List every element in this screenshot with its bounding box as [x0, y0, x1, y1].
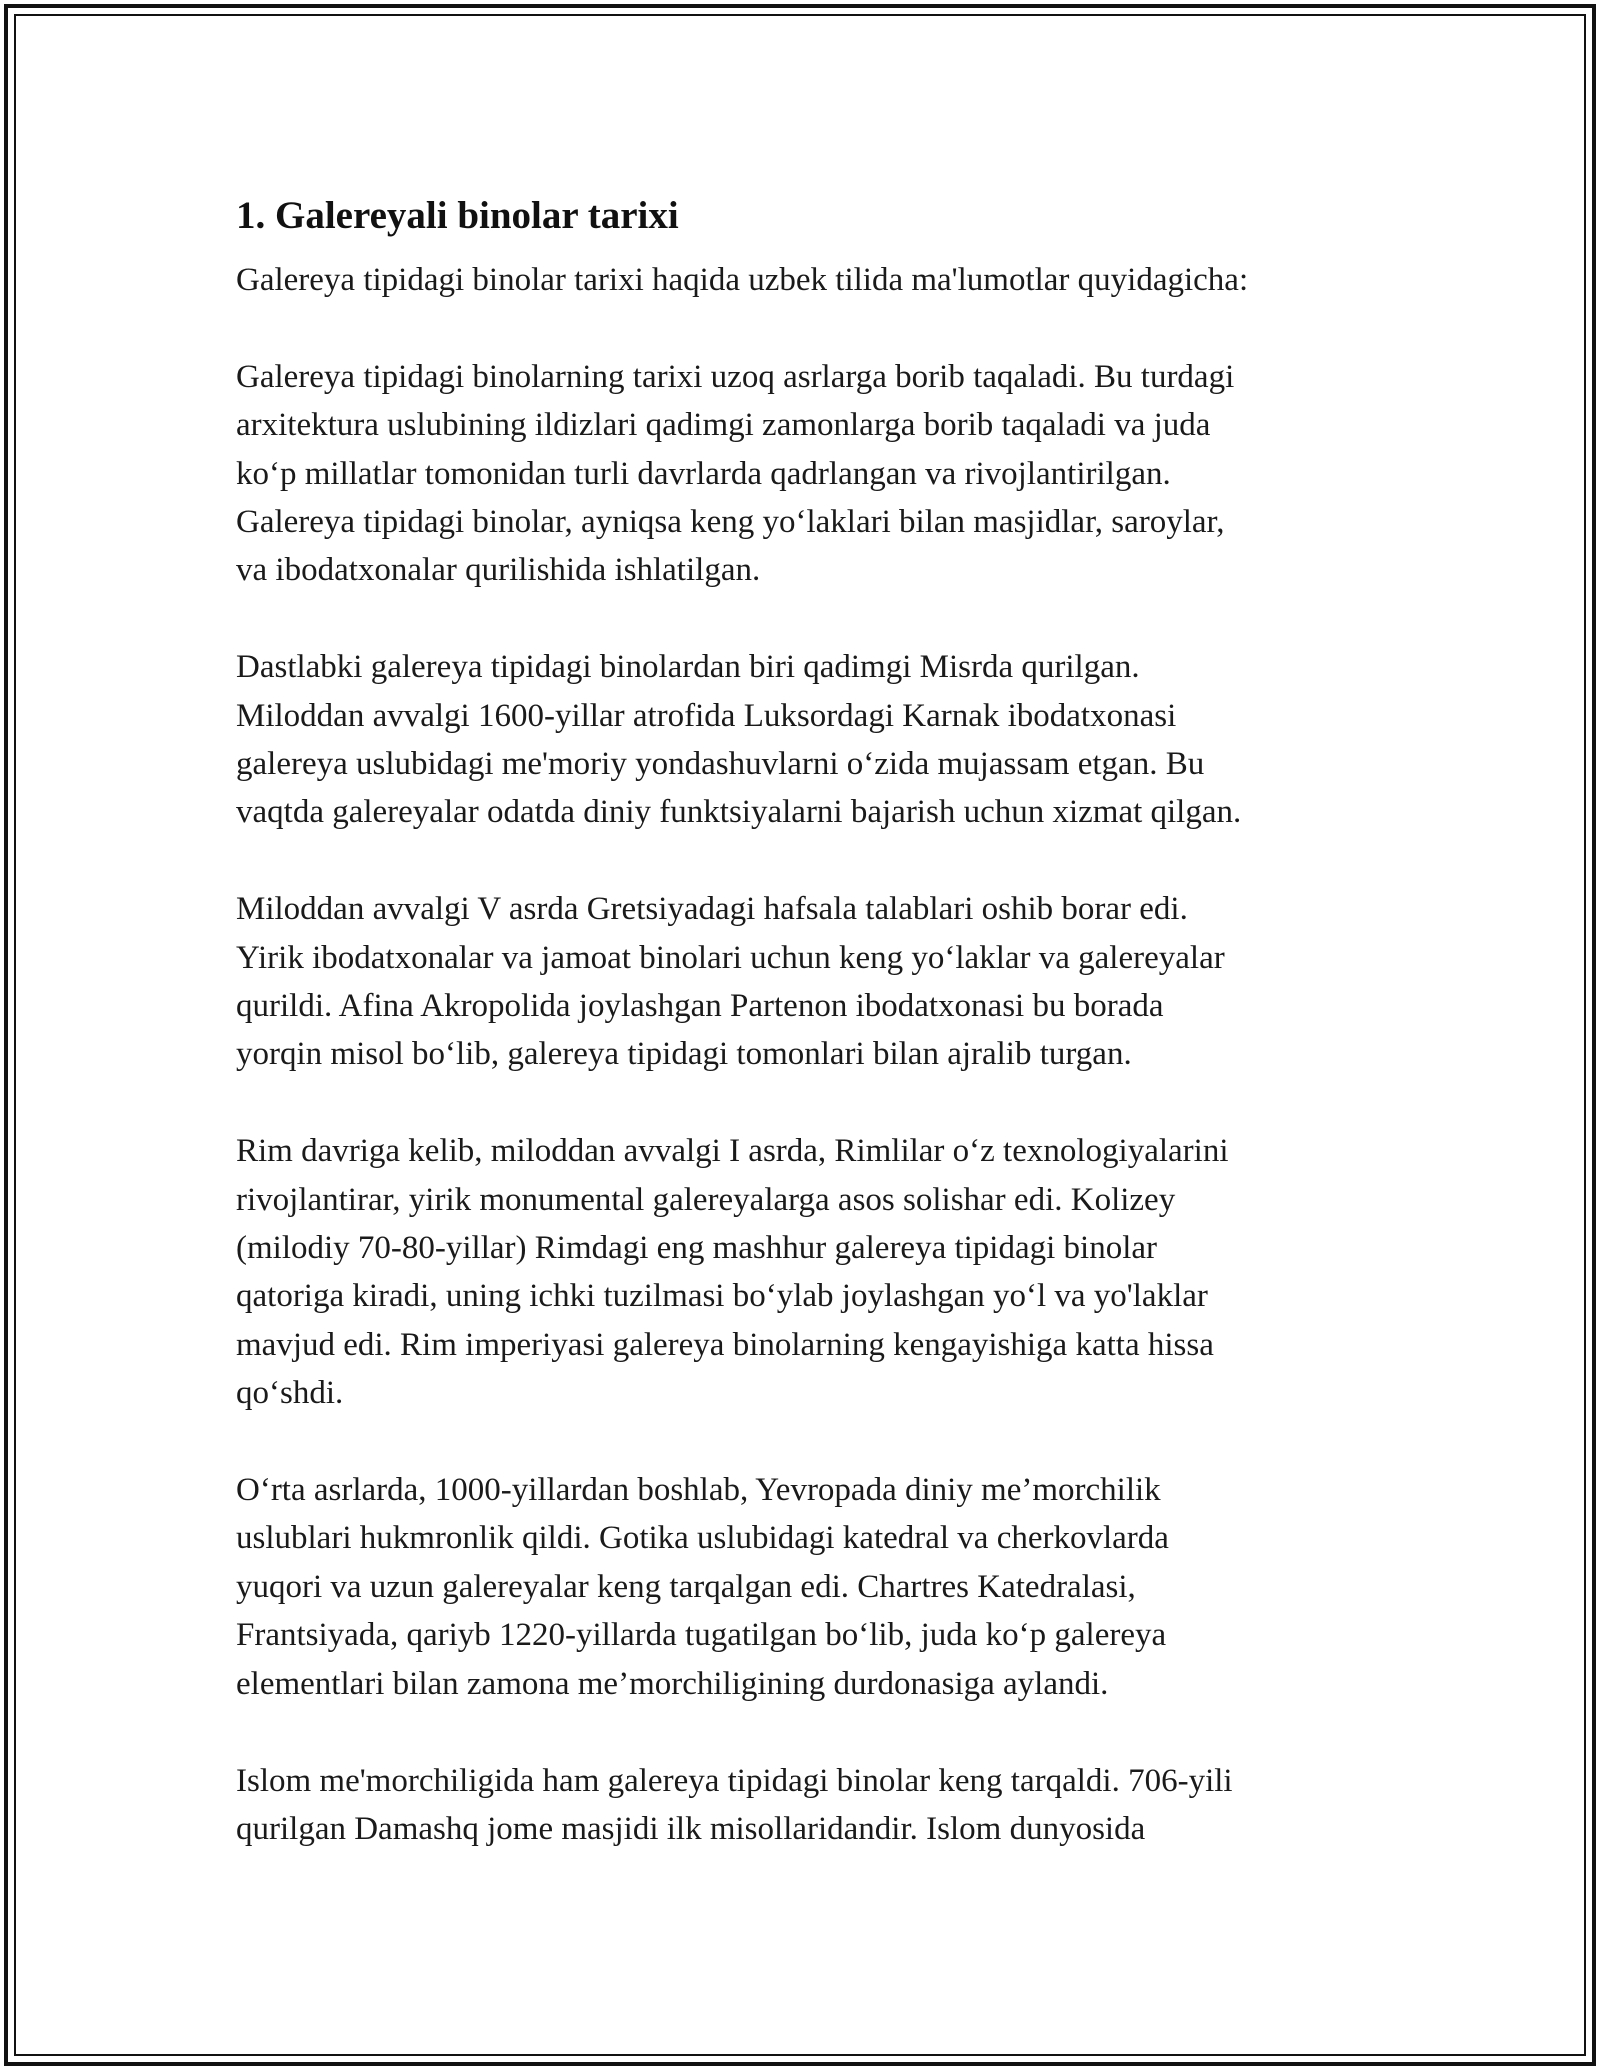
- paragraph-overview: Galereya tipidagi binolarning tarixi uzoq asrlarga borib taqaladi. Bu turdagi arxitektura uslubining ildizlari qadimgi zamonlarga borib taqaladi va juda ko‘p millatlar tomonidan turli davrlarda qadrlangan va rivojlantirilgan. Galereya tipidagi binolar, ayniqsa keng yo‘laklari bilan masjidlar, saroylar, va ibodatxonalar qurilishida ishlatilgan.: [236, 358, 1235, 589]
- paragraph-intro: Galereya tipidagi binolar tarixi haqida uzbek tilida ma'lumotlar quyidagicha:: [236, 262, 1249, 298]
- section-heading: 1. Galereyali binolar tarixi: [236, 194, 679, 237]
- paragraph-rome: Rim davriga kelib, miloddan avvalgi I asrda, Rimlilar o‘z texnologiyalarini rivojlantirar, yirik monumental galereyalarga asos solishar edi. Kolizey (milodiy 70-80-yillar) Rimdagi eng mashhur galereya tipidagi binolar qatoriga kiradi, uning ichki tuzilmasi bo‘ylab joylashgan yo‘l va yo'laklar mavjud edi. Rim imperiyasi galereya binolarning kengayishiga katta hissa qo‘shdi.: [236, 1133, 1229, 1412]
- paragraph-middle-ages: O‘rta asrlarda, 1000-yillardan boshlab, Yevropada diniy me’morchilik uslublari hukmronlik qildi. Gotika uslubidagi katedral va cherkovlarda yuqori va uzun galereyalar keng tarqalgan edi. Chartres Katedralasi, Frantsiyada, qariyb 1220-yillarda tugatilgan bo‘lib, juda ko‘p galereya elementlari bilan zamona me’morchiligining durdonasiga aylandi.: [236, 1472, 1169, 1702]
- document-body: [236, 188, 1386, 1853]
- paragraph-egypt: Dastlabki galereya tipidagi binolardan biri qadimgi Misrda qurilgan. Miloddan avvalgi 1600-yillar atrofida Luksordagi Karnak ibodatxonasi galereya uslubidagi me'moriy yondashuvlarni o‘zida mujassam etgan. Bu vaqtda galereyalar odatda diniy funktsiyalarni bajarish uchun xizmat qilgan.: [236, 649, 1242, 831]
- paragraph-islamic: Islom me'morchiligida ham galereya tipidagi binolar keng tarqaldi. 706-yili qurilgan Damashq jome masjidi ilk misollaridandir. Islom dunyosida: [236, 1762, 1233, 1847]
- paragraph-greece: Miloddan avvalgi V asrda Gretsiyadagi hafsala talablari oshib borar edi. Yirik ibodatxonalar va jamoat binolari uchun keng yo‘laklar va galereyalar qurildi. Afina Akropolida joylashgan Partenon ibodatxonasi bu borada yorqin misol bo‘lib, galereya tipidagi tomonlari bilan ajralib turgan.: [236, 891, 1225, 1073]
